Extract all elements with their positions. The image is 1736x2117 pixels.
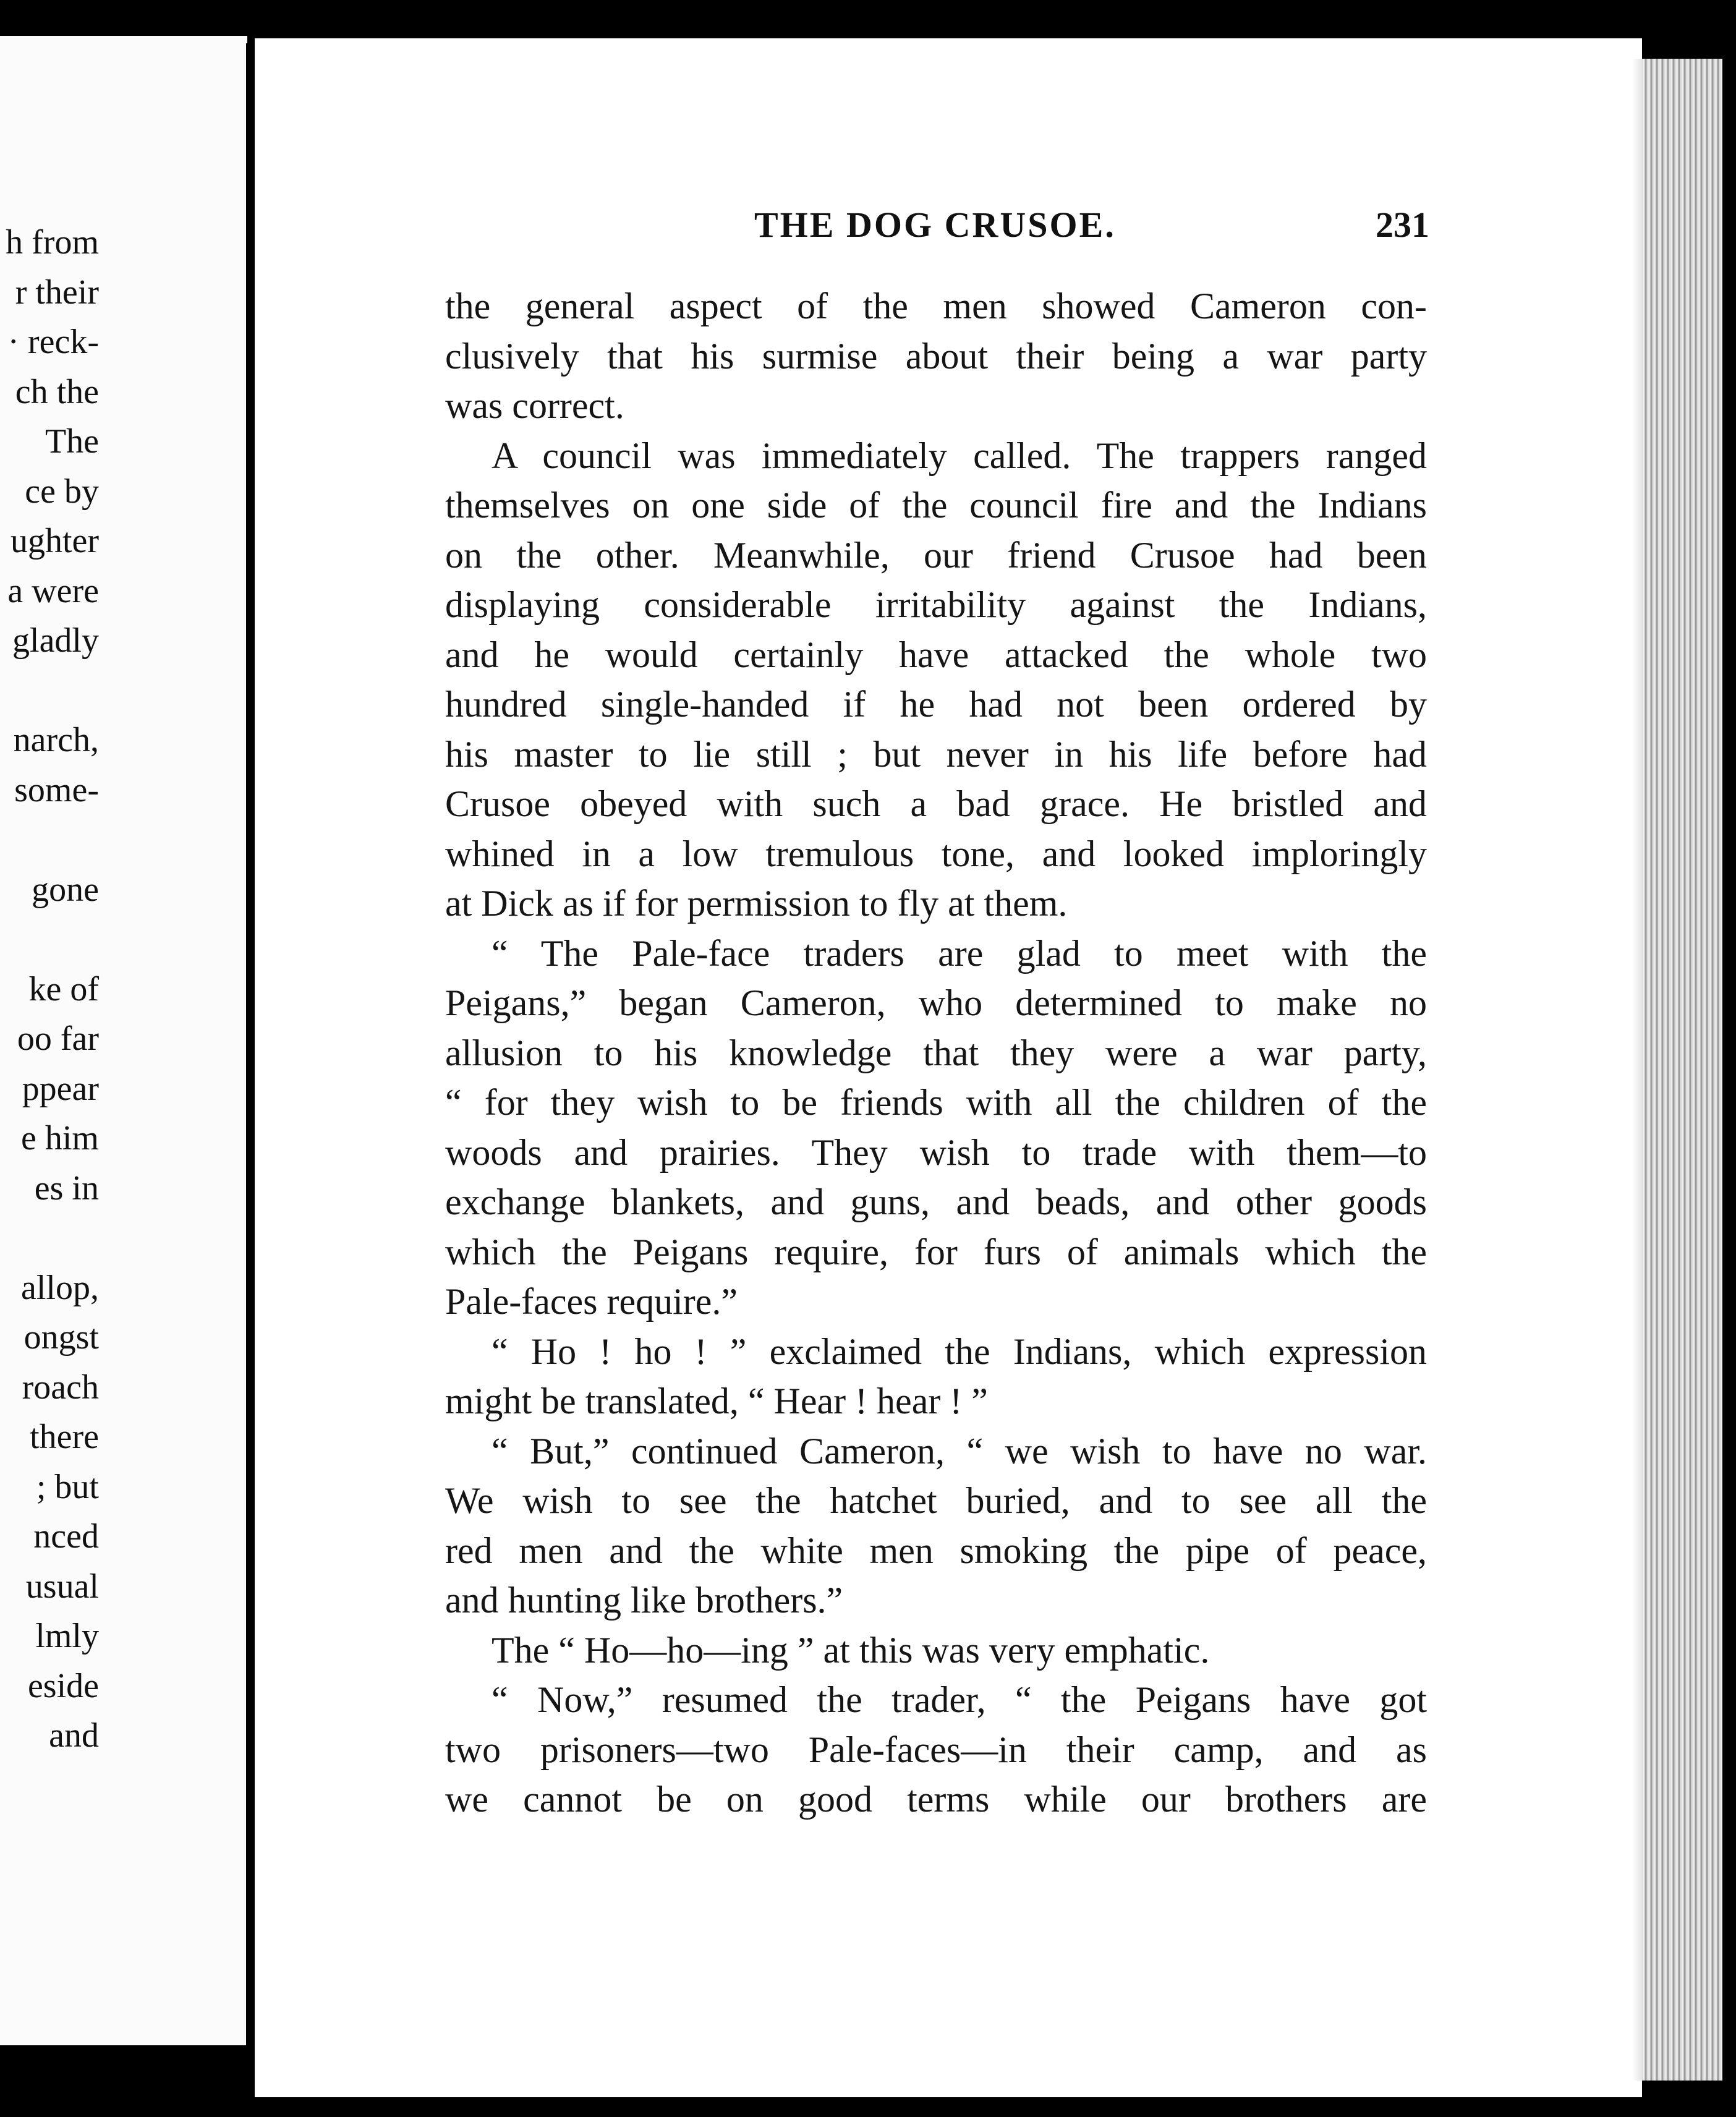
text-line: two prisoners—two Pale-faces—in their camp, and as: [445, 1729, 1427, 1770]
left-text-fragment: ppear: [22, 1069, 99, 1108]
left-text-fragment: es in: [34, 1169, 99, 1208]
text-line: his master to lie still ; but never in his life before had: [445, 733, 1427, 775]
text-line: The “ Ho—ho—ing ” at this was very emphatic.: [491, 1629, 1210, 1671]
left-text-fragment: ce by: [25, 472, 99, 511]
left-text-fragment: h from: [6, 223, 99, 262]
left-text-fragment: nced: [33, 1517, 99, 1556]
left-text-fragment: e him: [21, 1119, 99, 1157]
left-text-fragment: allop,: [21, 1268, 99, 1307]
text-line: which the Peigans require, for furs of animals which the: [445, 1231, 1427, 1272]
text-line: “ Now,” resumed the trader, “ the Peigans have got: [491, 1679, 1427, 1720]
left-text-fragment: some-: [14, 770, 99, 809]
text-line: and he would certainly have attacked the whole two: [445, 634, 1427, 675]
text-line: and hunting like brothers.”: [445, 1580, 843, 1621]
book-page-edges: [1642, 59, 1722, 2081]
left-text-fragment: there: [30, 1418, 99, 1456]
left-text-fragment: gladly: [12, 621, 99, 660]
text-line: exchange blankets, and guns, and beads, and other goods: [445, 1182, 1427, 1222]
book-gutter: [246, 43, 255, 2108]
text-line: was correct.: [445, 385, 624, 426]
left-text-fragment: and: [49, 1716, 99, 1755]
left-text-fragment: oo far: [17, 1020, 99, 1058]
text-line: Peigans,” began Cameron, who determined to make no: [445, 982, 1427, 1023]
left-text-fragment: usual: [25, 1567, 99, 1606]
left-text-fragment: a were: [7, 571, 99, 610]
text-line: at Dick as if for permission to fly at them.: [445, 883, 1068, 924]
left-text-fragment: narch,: [13, 721, 99, 759]
text-line: “ for they wish to be friends with all the children of the: [445, 1082, 1427, 1123]
left-text-fragment: roach: [22, 1368, 99, 1407]
body-text: [445, 281, 1427, 1825]
text-line: might be translated, “ Hear ! hear ! ”: [445, 1381, 988, 1421]
text-line: woods and prairies. They wish to trade with them—to: [445, 1131, 1427, 1173]
text-line: Pale-faces require.”: [445, 1281, 738, 1322]
text-line: displaying considerable irritability against the Indians,: [445, 584, 1427, 625]
text-line: clusively that his surmise about their being a war party: [445, 335, 1427, 377]
left-text-fragment: ch the: [15, 372, 99, 411]
text-line: whined in a low tremulous tone, and looked imploringly: [445, 833, 1427, 874]
text-line: We wish to see the hatchet buried, and to see all the: [445, 1480, 1427, 1521]
running-head: THE DOG CRUSOE.: [754, 205, 1116, 245]
left-text-fragment: · reck-: [7, 323, 99, 361]
text-line: A council was immediately called. The trappers ranged: [491, 435, 1427, 476]
page-number: 231: [1376, 205, 1429, 245]
left-text-fragment: ughter: [10, 522, 99, 560]
text-line: “ Ho ! ho ! ” exclaimed the Indians, which expression: [491, 1331, 1427, 1372]
left-text-fragment: The: [45, 422, 99, 461]
left-text-fragment: ongst: [23, 1318, 99, 1357]
text-line: “ The Pale-face traders are glad to meet with the: [491, 932, 1427, 974]
text-line: red men and the white men smoking the pipe of peace,: [445, 1530, 1427, 1571]
text-line: themselves on one side of the council fire and the Indians: [445, 485, 1427, 526]
left-text-fragment: ke of: [28, 969, 99, 1008]
text-line: we cannot be on good terms while our brothers are: [445, 1779, 1427, 1820]
text-line: “ But,” continued Cameron, “ we wish to have no war.: [491, 1430, 1427, 1472]
left-text-fragment: lmly: [35, 1617, 99, 1655]
left-text-fragment: gone: [32, 870, 99, 909]
text-line: allusion to his knowledge that they were a war party,: [445, 1032, 1427, 1073]
text-line: Crusoe obeyed with such a bad grace. He bristled and: [445, 783, 1427, 824]
left-text-fragment: eside: [27, 1666, 99, 1705]
text-line: the general aspect of the men showed Cameron con-: [445, 286, 1427, 326]
text-line: hundred single-handed if he had not been ordered by: [445, 684, 1427, 725]
left-text-fragment: ; but: [36, 1467, 99, 1506]
left-text-fragment: r their: [15, 273, 99, 312]
text-line: on the other. Meanwhile, our friend Crusoe had been: [445, 534, 1427, 576]
